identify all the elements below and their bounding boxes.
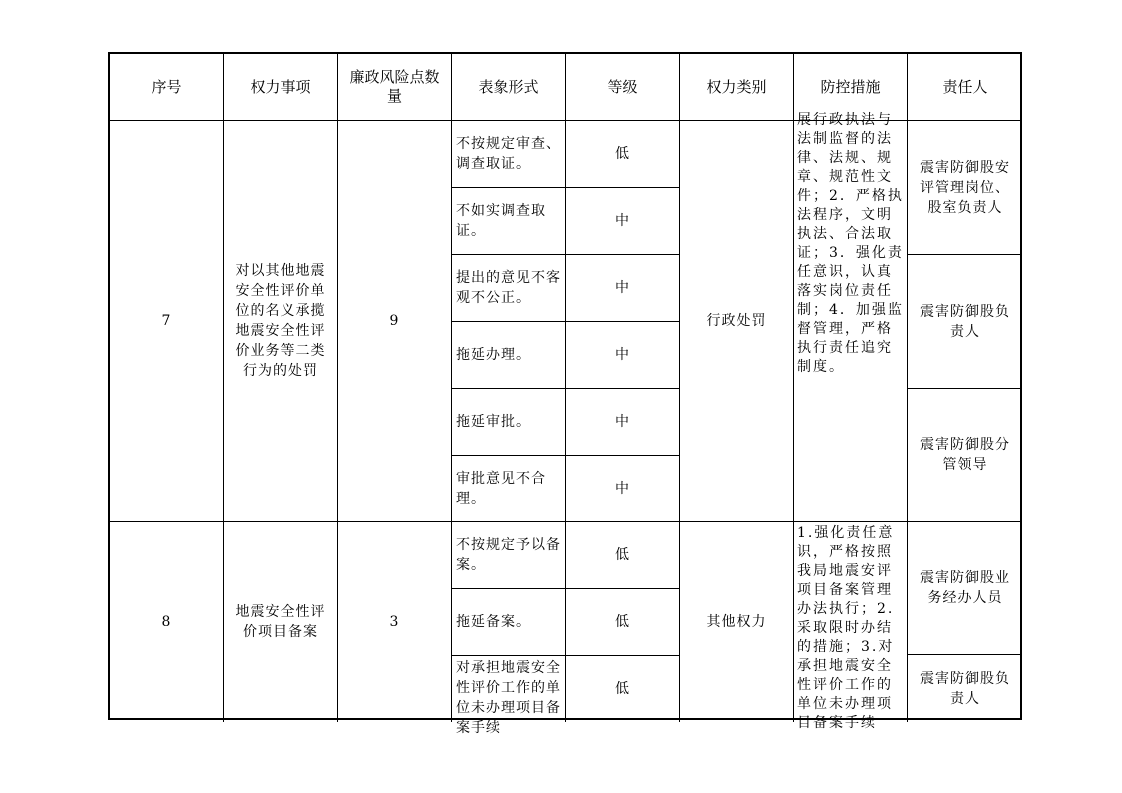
row8-level-1: 低 (566, 522, 680, 589)
row8-measures-cell (794, 522, 908, 731)
row8-form-3: 对承担地震安全性评价工作的单位未办理项目备案手续 (456, 660, 561, 736)
row7-level-1: 低 (566, 121, 680, 188)
row7-seq: 7 (110, 121, 224, 522)
row7-form-6: 审批意见不合理。 (452, 456, 566, 522)
row7-form-3: 提出的意见不客观不公正。 (452, 255, 566, 322)
row8-form-2: 拖延备案。 (452, 589, 566, 656)
header-item: 权力事项 (224, 54, 338, 121)
row7-person-1: 震害防御股安评管理岗位、股室负责人 (908, 121, 1022, 255)
row7-form-2: 不如实调查取证。 (452, 188, 566, 255)
row8-item: 地震安全性评价项目备案 (224, 522, 338, 722)
row7-risk-count: 9 (338, 121, 452, 522)
row8-level-3: 低 (566, 656, 680, 722)
row8-person-2: 震害防御股负责人 (920, 670, 1010, 707)
row8-level-2: 低 (566, 589, 680, 656)
row7-level-4: 中 (566, 322, 680, 389)
row7-measures-cell (794, 112, 908, 522)
header-risk-count: 廉政风险点数量 (338, 54, 452, 121)
row8-person-1: 震害防御股业务经办人员 (908, 522, 1022, 655)
header-form: 表象形式 (452, 54, 566, 121)
row7-form-4: 拖延办理。 (452, 322, 566, 389)
row7-measures: 展行政执法与法制监督的法律、法规、规章、规范性文件；2．严格执法程序，文明执法、合法取证；3．强化责任意识，认真落实岗位责任制；4．加强监督管理，严格执行责任追究制度。 (797, 112, 904, 375)
row7-form-1: 不按规定审查、调查取证。 (452, 121, 566, 188)
header-category: 权力类别 (680, 54, 794, 121)
row7-form-5: 拖延审批。 (452, 389, 566, 456)
header-level: 等级 (566, 54, 680, 121)
row7-level-5: 中 (566, 389, 680, 456)
row7-category: 行政处罚 (680, 121, 794, 522)
header-person: 责任人 (908, 54, 1022, 121)
row8-category: 其他权力 (680, 522, 794, 722)
row7-level-6: 中 (566, 456, 680, 522)
row8-form-3-cell (452, 656, 566, 736)
row7-item: 对以其他地震安全性评价单位的名义承揽地震安全性评价业务等二类行为的处罚 (224, 121, 338, 522)
row7-level-3: 中 (566, 255, 680, 322)
row8-measures: 1.强化责任意识，严格按照我局地震安评项目备案管理办法执行；2.采取限时办结的措施；3.对承担地震安全性评价工作的单位未办理项目备案手续 (797, 525, 895, 731)
row8-seq: 8 (110, 522, 224, 722)
risk-table (108, 52, 1022, 736)
row7-person-3: 震害防御股分管领导 (908, 389, 1022, 522)
row8-risk-count: 3 (338, 522, 452, 722)
row7-person-2: 震害防御股负责人 (908, 255, 1022, 389)
row7-level-2: 中 (566, 188, 680, 255)
row8-form-1: 不按规定予以备案。 (452, 522, 566, 589)
header-measures: 防控措施 (794, 54, 908, 121)
header-seq: 序号 (110, 54, 224, 121)
